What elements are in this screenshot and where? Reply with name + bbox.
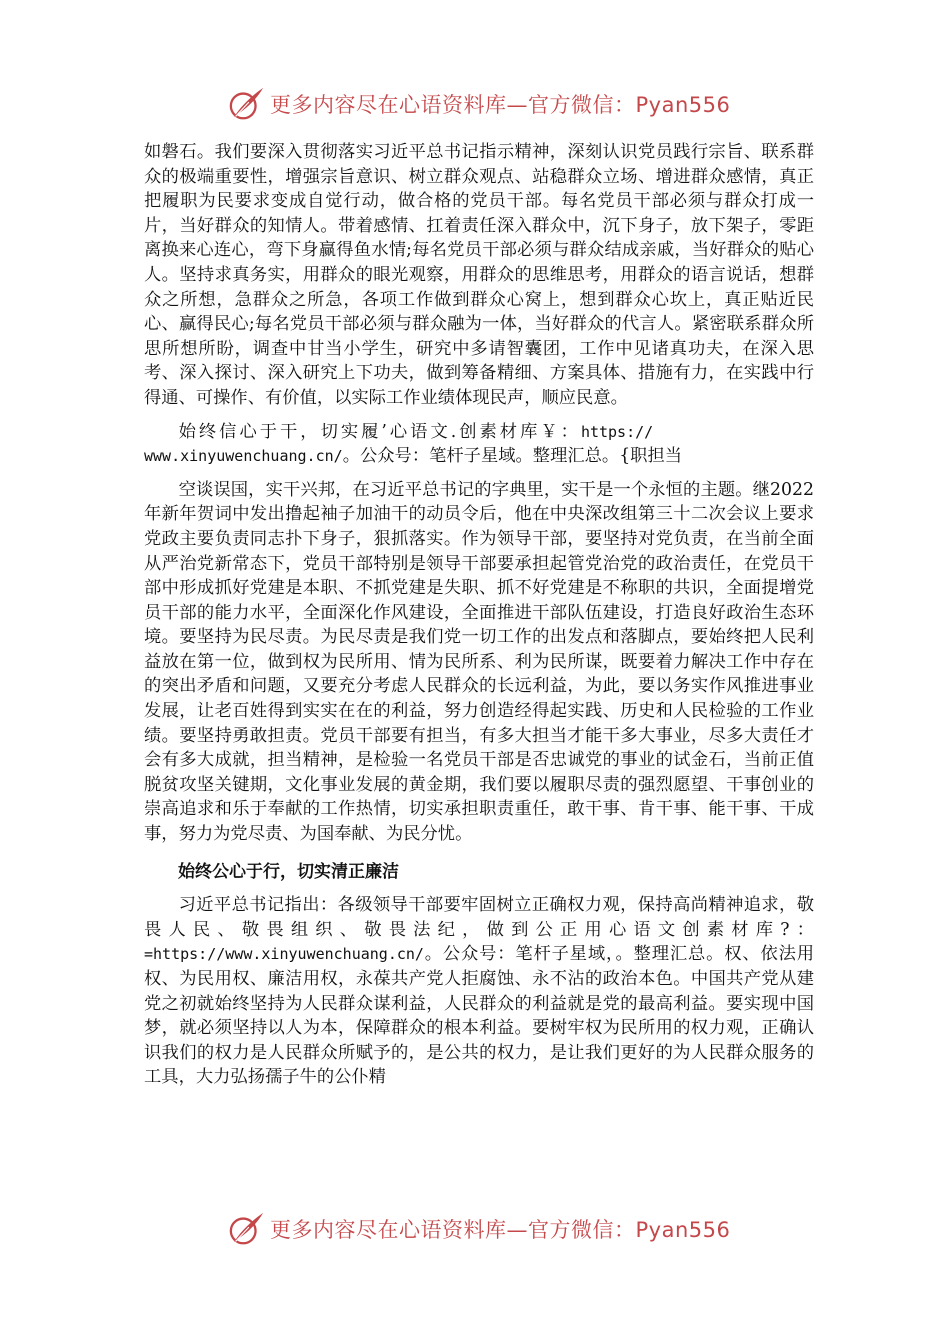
banner-text: 更多内容尽在心语资料库—官方微信：Pyan556 — [270, 93, 731, 117]
url-text: www.xinyuwenchuang.cn/ — [144, 447, 343, 466]
footer-banner — [228, 1209, 730, 1249]
paragraph: 空谈误国，实干兴邦，在习近平总书记的字典里，实干是一个永恒的主题。继2022年新年贺词中发出撸起袖子加油干的动员令后，他在中央深改组第三十二次会议上要求党政主要负责同志扑下身子，狠抓落实。作为领导干部，要坚持对党负责，在当前全面从严治党新常态下，党员干部特别是领导干部要承担起管党治党的政治责任，在党员干部中形成抓好党建是本职、不抓党建是失职、抓不好党建是不称职的共识，全面提增党员干部的能力水平，全面深化作风建设，全面推进干部队伍建设，打造良好政治生态环境。要坚持为民尽责。为民尽责是我们党一切工作的出发点和落脚点，要始终把人民利益放在第一位，做到权为民所用、情为民所系、利为民所谋，既要着力解决工作中存在的突出矛盾和问题，又要充分考虑人民群众的长远利益，为此，要以务实作风推进事业发展，让老百姓得到实实在在的利益，努力创造经得起实践、历史和人民检验的工作业绩。要坚持勇敢担责。党员干部要有担当，有多大担当才能干多大事业，尽多大责任才会有多大成就，担当精神，是检验一名党员干部是否忠诚党的事业的试金石，当前正值脱贫攻坚关键期，文化事业发展的黄金期，我们要以履职尽责的强烈愿望、干事创业的崇高追求和乐于奉献的工作热情，切实承担职责重任，敢干事、肯干事、能干事、干成事，努力为党尽责、为国奉献、为民分忧。 — [144, 479, 814, 845]
quill-pen-logo-icon — [228, 1210, 266, 1248]
paragraph: 如磐石。我们要深入贯彻落实习近平总书记指示精神，深刻认识党员践行宗旨、联系群众的极端重要性，增强宗旨意识、树立群众观点、站稳群众立场、增进群众感情，真正把履职为民要求变成自觉行动，做合格的党员干部。每名党员干部必须与群众打成一片，当好群众的知情人。带着感情、扛着责任深入群众中，沉下身子，放下架子，零距离换来心连心，弯下身赢得鱼水情;每名党员干部必须与群众结成亲戚，当好群众的贴心人。坚持求真务实，用群众的眼光观察，用群众的思维思考，用群众的语言说话，想群众之所想，急群众之所急，各项工作做到群众心窝上，想到群众心坎上，真正贴近民心、赢得民心;每名党员干部必须与群众融为一体，当好群众的代言人。紧密联系群众所思所想所盼，调查中甘当小学生，研究中多请智囊团，工作中见诸真功夫，在深入思考、深入探讨、深入研究上下功夫，做到筹备精细、方案具体、措施有力，在实践中行得通、可操作、有价值，以实际工作业绩体现民声，顺应民意。 — [144, 142, 814, 408]
paragraph-watermark — [144, 420, 814, 469]
text-run: 。公众号：笔杆子星域。整理汇总。{职担当 — [342, 446, 683, 467]
quill-pen-logo-icon — [228, 85, 266, 123]
paragraph — [144, 893, 814, 1090]
section-heading: 始终公心于行，切实清正廉洁 — [178, 861, 399, 882]
header-banner — [228, 84, 730, 124]
text-run: 。公众号：笔杆子星域，。整理汇总。权、依法用权、为民用权、廉洁用权，永葆共产党人拒腐蚀、永不沾的政治本色。中国共产党从建党之初就始终坚持为人民群众谋利益，人民群众的利益就是党的最高利益。要实现中国梦，就必须坚持以人为本，保障群众的根本利益。要树牢权为民所用的权力观，正确认识我们的权力是人民群众所赋予的，是公共的权力，是让我们更好的为人民群众服务的工具，大力弘扬孺子牛的公仆精 — [144, 944, 814, 1088]
url-text: =https://www.xinyuwenchuang.cn/ — [144, 945, 424, 964]
document-body — [144, 140, 814, 1090]
banner-text: 更多内容尽在心语资料库—官方微信：Pyan556 — [270, 1218, 731, 1242]
text-run: 习近平总书记指出：各级领导干部要牢固树立正确权力观，保持高尚精神追求，敬畏人民、敬畏组织、敬畏法纪，做到公正用心语文创素材库?： — [144, 895, 814, 940]
text-run: 始终信心于干，切实履’心语文.创素材库￥： — [178, 421, 581, 442]
url-text: https:// — [580, 422, 654, 441]
